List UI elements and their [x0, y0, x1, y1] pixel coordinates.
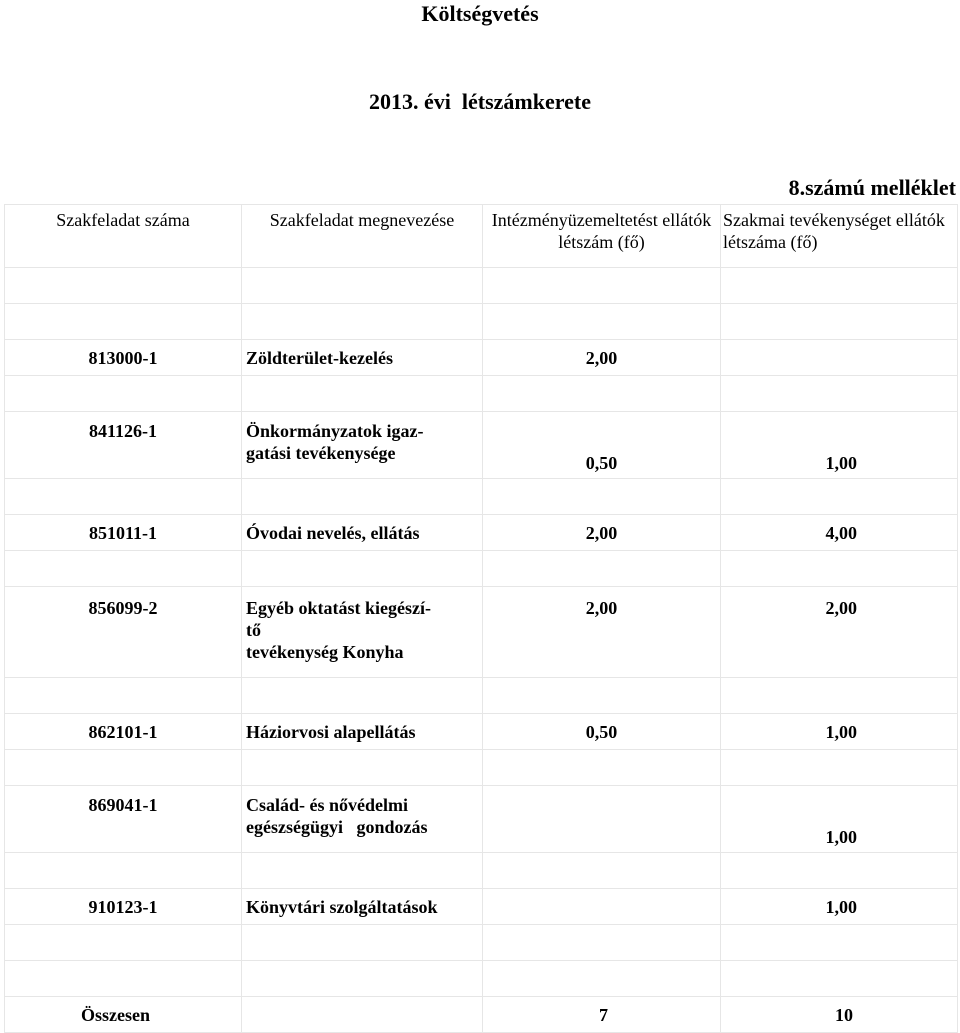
task-name: Óvodai nevelés, ellátás — [242, 515, 483, 551]
spacer-row — [5, 479, 958, 515]
table-row — [5, 340, 958, 376]
professional-staff — [721, 340, 958, 376]
header-operations-staff: Intézményüzemeltetést ellátók létszám (fő) — [483, 205, 721, 268]
table-header-row — [5, 205, 958, 268]
table-row — [5, 587, 958, 678]
spacer-row — [5, 961, 958, 997]
operations-staff: 0,50 — [483, 412, 721, 479]
spacer-row — [5, 551, 958, 587]
professional-staff: 4,00 — [721, 515, 958, 551]
task-code: 813000-1 — [5, 340, 242, 376]
table-row — [5, 786, 958, 853]
annex-label: 8.számú melléklet — [788, 175, 956, 200]
spacer-row — [5, 750, 958, 786]
operations-staff: 2,00 — [483, 515, 721, 551]
task-name — [242, 786, 483, 853]
header-professional-staff: Szakmai tevékenységet ellátók létszáma (fő) — [721, 205, 958, 268]
task-name — [242, 412, 483, 479]
operations-staff: 2,00 — [483, 587, 721, 678]
professional-staff: 1,00 — [721, 889, 958, 925]
spacer-row — [5, 678, 958, 714]
task-code: 841126-1 — [5, 412, 242, 479]
document-title: Költségvetés — [421, 1, 539, 26]
total-professional-staff: 10 — [721, 997, 958, 1033]
task-code: 862101-1 — [5, 714, 242, 750]
total-operations-staff: 7 — [483, 997, 721, 1033]
task-code: 856099-2 — [5, 587, 242, 678]
header-task-name: Szakfeladat megnevezése — [242, 205, 483, 268]
task-name: Könyvtári szolgáltatások — [242, 889, 483, 925]
task-name-line: Egyéb oktatást kiegészí- tő tevékenység Konyha — [246, 598, 431, 662]
total-row — [5, 997, 958, 1033]
spacer-row — [5, 925, 958, 961]
operations-staff: 0,50 — [483, 714, 721, 750]
table-row — [5, 714, 958, 750]
table-row — [5, 412, 958, 479]
task-name-line: Család- és nővédelmi egészségügyi gondozás — [246, 795, 428, 837]
professional-staff: 1,00 — [721, 714, 958, 750]
task-name-line: Önkormányzatok igaz- gatási tevékenysége — [246, 421, 424, 463]
operations-staff — [483, 889, 721, 925]
task-name: Háziorvosi alapellátás — [242, 714, 483, 750]
table-row — [5, 515, 958, 551]
spacer-row — [5, 304, 958, 340]
professional-staff: 1,00 — [721, 786, 958, 853]
task-code: 851011-1 — [5, 515, 242, 551]
task-name — [242, 587, 483, 678]
operations-staff — [483, 786, 721, 853]
spacer-row — [5, 853, 958, 889]
table-row — [5, 889, 958, 925]
header-task-number: Szakfeladat száma — [5, 205, 242, 268]
spacer-row — [5, 268, 958, 304]
task-code: 910123-1 — [5, 889, 242, 925]
total-label: Összesen — [5, 997, 242, 1033]
task-code: 869041-1 — [5, 786, 242, 853]
operations-staff: 2,00 — [483, 340, 721, 376]
professional-staff: 2,00 — [721, 587, 958, 678]
document-subtitle: 2013. évi létszámkerete — [369, 89, 591, 114]
professional-staff: 1,00 — [721, 412, 958, 479]
spacer-row — [5, 376, 958, 412]
task-name: Zöldterület-kezelés — [242, 340, 483, 376]
headcount-table — [4, 204, 958, 1033]
